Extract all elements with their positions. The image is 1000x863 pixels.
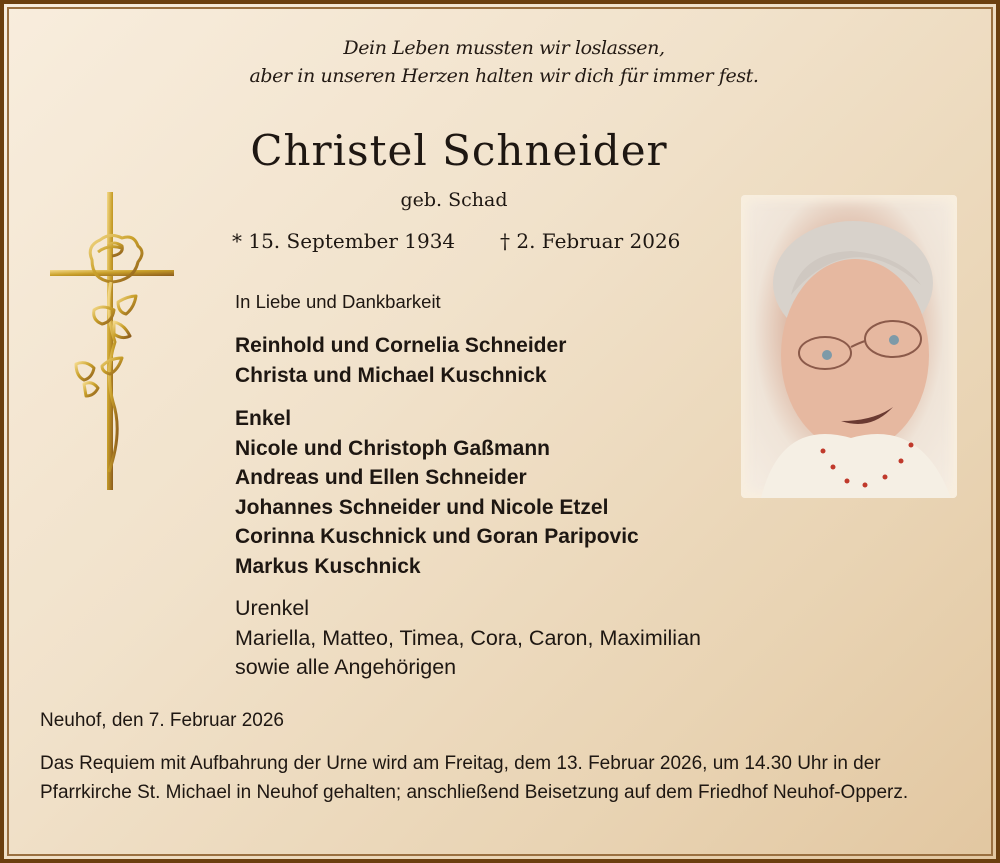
funeral-notice: Das Requiem mit Aufbahrung der Urne wird am Freitag, dem 13. Februar 2026, um 14.30 Uhr in der Pfarrkirche St. Michael in Neuhof gehalten; anschließend Beisetzung auf dem Friedhof Neuhof-Opperz. [40,753,909,803]
mourner-name: Nicole und Christoph Gaßmann [235,436,551,460]
memorial-motto [4,34,1000,90]
grandchildren-heading: Enkel [235,407,292,430]
children-list [235,331,566,390]
relatives-closing: sowie alle Angehörigen [235,655,457,679]
mourner-name: Reinhold und Cornelia Schneider [235,334,567,357]
mourner-name: Andreas und Ellen Schneider [235,466,527,489]
cross-with-rose-icon [48,190,176,492]
great-grandchildren-heading: Urenkel [235,596,310,620]
great-grandchildren-list [235,594,701,683]
portrait-illustration [741,195,957,498]
motto-line-1: Dein Leben mussten wir loslassen, [343,37,665,59]
motto-line-2: aber in unseren Herzen halten wir dich für immer fest. [249,65,759,87]
grandchildren-list [235,404,639,581]
mourner-name: Markus Kuschnick [235,554,421,578]
birth-date: * 15. September 1934 [232,229,456,253]
portrait-photo [741,195,957,498]
death-date: † 2. Februar 2026 [500,229,681,253]
maiden-name: geb. Schad [400,189,508,211]
dedication-line: In Liebe und Dankbarkeit [235,291,441,312]
deceased-name: Christel Schneider [250,126,668,175]
mourner-name: Corinna Kuschnick und Goran Paripovic [235,525,639,548]
mourner-name: Johannes Schneider und Nicole Etzel [235,495,609,519]
mourner-name: Christa und Michael Kuschnick [235,363,547,387]
great-grandchildren-names: Mariella, Matteo, Timea, Cora, Caron, Maximilian [235,625,701,650]
place-and-date: Neuhof, den 7. Februar 2026 [40,710,285,731]
